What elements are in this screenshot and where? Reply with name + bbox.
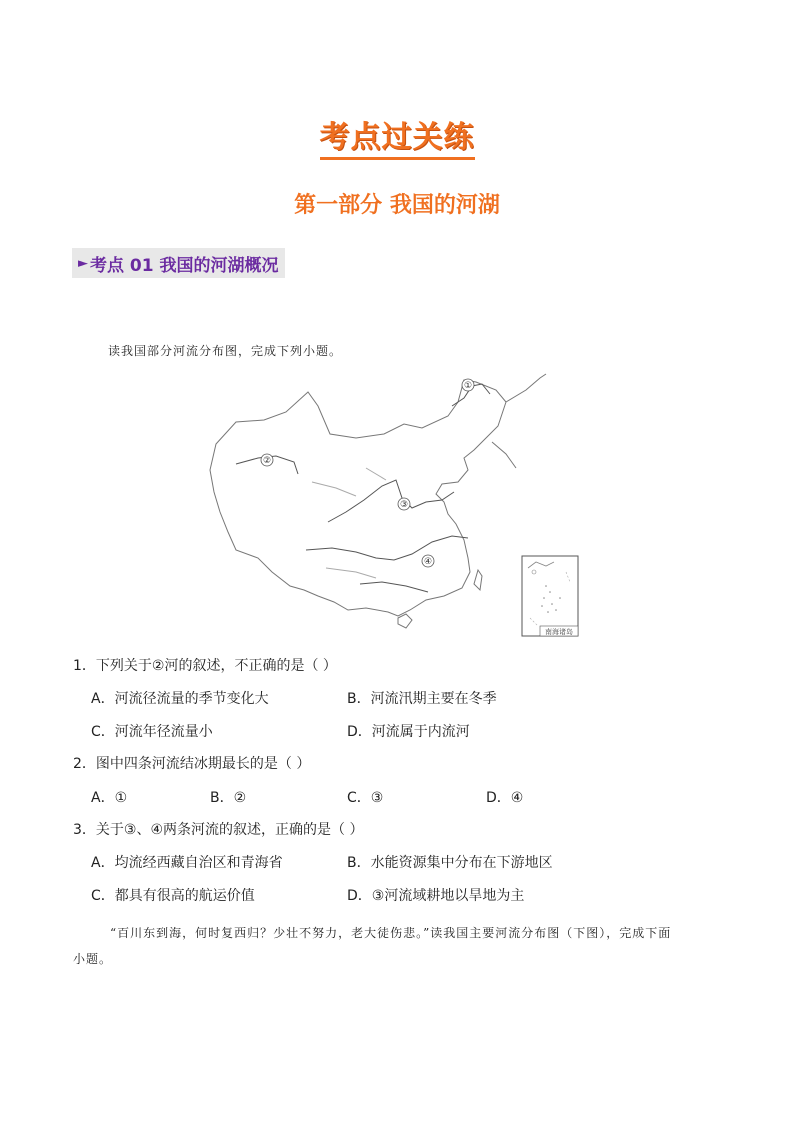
- question-1-option-a[interactable]: A．河流径流量的季节变化大: [91, 691, 269, 707]
- river-pearl: [360, 582, 428, 592]
- question-3-option-d[interactable]: D．③河流域耕地以旱地为主: [347, 888, 525, 904]
- page-title-text: 考点过关练: [320, 120, 475, 160]
- question-3-stem: 3．关于③、④两条河流的叙述，正确的是（ ）: [73, 822, 364, 838]
- passage-line-1: “百川东到海，何时复西归？少壮不努力，老大徒伤悲。”读我国主要河流分布图（下图），完成下面: [110, 926, 672, 940]
- question-1-stem: 1．下列关于②河的叙述，不正确的是（ ）: [73, 658, 337, 674]
- section-heading: [72, 248, 285, 278]
- page-subtitle: 第一部分 我国的河湖: [294, 193, 500, 218]
- marker-2-label: ②: [262, 456, 272, 466]
- passage-line-2: 小题。: [73, 952, 113, 966]
- question-3-option-a[interactable]: A．均流经西藏自治区和青海省: [91, 855, 283, 871]
- china-river-map: [206, 372, 582, 638]
- question-2-stem: 2．图中四条河流结冰期最长的是（ ）: [73, 756, 311, 772]
- question-2-option-d[interactable]: D．④: [486, 790, 524, 806]
- question-3-option-b[interactable]: B．水能资源集中分布在下游地区: [347, 855, 553, 871]
- south-china-sea-inset: [522, 556, 578, 636]
- page-title: [0, 112, 794, 156]
- question-1-option-b[interactable]: B．河流汛期主要在冬季: [347, 691, 497, 707]
- question-2-option-b[interactable]: B．②: [210, 790, 247, 806]
- question-1-option-c[interactable]: C．河流年径流量小: [91, 724, 213, 740]
- triangle-arrow-icon: ►: [78, 255, 88, 271]
- marker-1-label: ①: [463, 381, 473, 391]
- question-2-option-c[interactable]: C．③: [347, 790, 384, 806]
- section-heading-label: 考点 01 我国的河湖概况: [90, 255, 279, 276]
- question-3-option-c[interactable]: C．都具有很高的航运价值: [91, 888, 255, 904]
- question-2-option-a[interactable]: A．①: [91, 790, 128, 806]
- river-yangtze: [306, 536, 468, 560]
- intro-text: 读我国部分河流分布图，完成下列小题。: [108, 344, 343, 358]
- question-1-option-d[interactable]: D．河流属于内流河: [347, 724, 470, 740]
- marker-3-label: ③: [399, 500, 409, 510]
- inset-label: 南海诸岛: [545, 628, 573, 636]
- taiwan-outline: [474, 570, 482, 590]
- china-outline: [210, 380, 506, 616]
- river-yellow: [328, 480, 454, 522]
- marker-4-label: ④: [423, 557, 433, 567]
- hainan-outline: [398, 614, 412, 628]
